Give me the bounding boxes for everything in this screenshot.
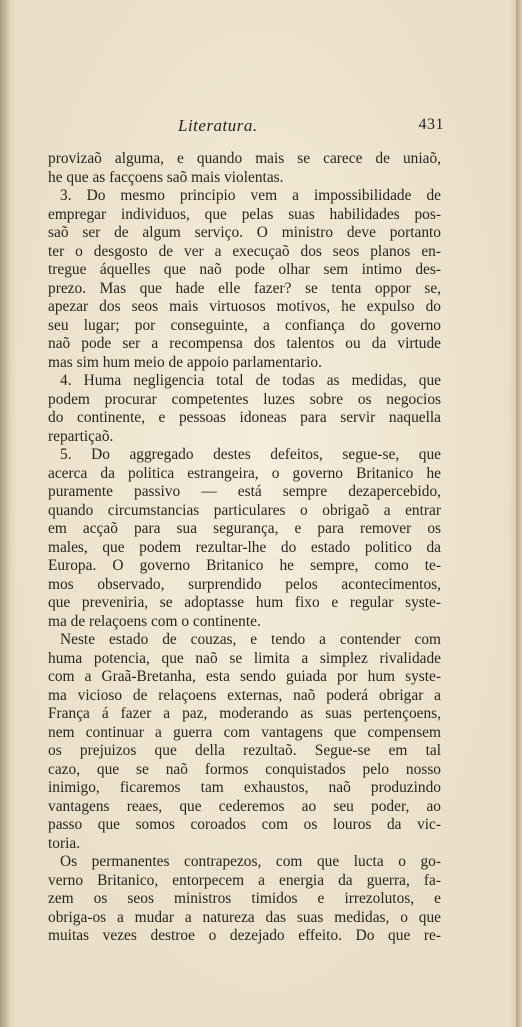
text-line: seu lugar; por conseguinte, a confiança do governo bbox=[48, 316, 441, 334]
text-line: puramente passivo — está sempre dezapercebido, bbox=[48, 483, 441, 500]
text-line: vantagens reaes, que cederemos ao seu poder, ao bbox=[48, 797, 441, 815]
text-line: ma de relaçoens com o continente. bbox=[48, 612, 261, 630]
text-line: França á fazer a paz, moderando as suas pertençoens, bbox=[48, 705, 441, 722]
text-line: 5. Do aggregado destes defeitos, segue-se, que bbox=[60, 446, 441, 463]
page-edge bbox=[516, 0, 522, 1027]
text-line: inimigo, ficaremos tam exhaustos, naõ produzindo bbox=[48, 779, 441, 796]
text-line: naõ pode ser a recompensa dos talentos ou da virtude bbox=[48, 335, 441, 352]
text-line: Neste estado de couzas, e tendo a contender com bbox=[60, 631, 441, 648]
text-line: mas sim hum meio de appoio parlamentario. bbox=[48, 353, 322, 371]
body-text bbox=[48, 150, 441, 946]
text-line: 3. Do mesmo principio vem a impossibilidade de bbox=[60, 187, 441, 204]
text-line: verno Britanico, entorpecem a energia da guerra, fa- bbox=[48, 871, 441, 889]
text-line: quando circumstancias particulares o obrigaõ a entrar bbox=[48, 501, 441, 519]
text-line: 4. Huma negligencia total de todas as medidas, que bbox=[60, 372, 441, 389]
running-title: Literatura. bbox=[178, 116, 258, 135]
text-line: zem os seos ministros timidos e irrezolutos, e bbox=[48, 890, 441, 907]
text-line: he que as facçoens saõ mais violentas. bbox=[48, 168, 284, 186]
text-line: ma vicioso de relaçoens externas, naõ poderá obrigar a bbox=[48, 686, 441, 704]
text-line: os prejuizos que della rezultaõ. Segue-se em tal bbox=[48, 742, 441, 759]
text-line: huma potencia, que naõ se limita a simplez rivalidade bbox=[48, 649, 441, 667]
text-line: provizaõ alguma, e quando mais se carece de uniaõ, bbox=[48, 150, 441, 167]
page-header bbox=[48, 116, 444, 138]
text-line: nem continuar a guerra com vantagens que compensem bbox=[48, 723, 441, 741]
text-line: repartiçaõ. bbox=[48, 427, 114, 445]
text-line: em acçaõ para sua segurança, e para remover os bbox=[48, 520, 441, 537]
text-line: muitas vezes destroe o dezejado effeito. Do que re- bbox=[48, 927, 441, 944]
text-line: prezo. Mas que hade elle fazer? se tenta oppor se, bbox=[48, 279, 441, 297]
text-line: saõ ser de algum serviço. O ministro deve portanto bbox=[48, 224, 441, 241]
page-fold-shadow bbox=[0, 0, 10, 1027]
text-line: que preveniria, se adoptasse hum fixo e regular syste- bbox=[48, 594, 441, 611]
text-line: mos observado, surprendido pelos acontecimentos, bbox=[48, 575, 441, 593]
text-line: obriga-os a mudar a natureza das suas medidas, o que bbox=[48, 908, 441, 926]
text-line: Os permanentes contrapezos, com que lucta o go- bbox=[60, 853, 441, 870]
text-line: cazo, que se naõ formos conquistados pelo nosso bbox=[48, 760, 441, 778]
text-line: ter o desgosto de ver a execuçaõ dos seos planos en- bbox=[48, 242, 441, 260]
text-line: Europa. O governo Britanico he sempre, como te- bbox=[48, 557, 441, 574]
text-line: passo que somos coroados com os louros da vic- bbox=[48, 816, 441, 833]
text-line: apezar dos seos mais virtuosos motivos, he expulso do bbox=[48, 298, 441, 315]
text-line: males, que podem rezultar-lhe do estado politico da bbox=[48, 538, 441, 556]
text-line: podem procurar competentes luzes sobre os negocios bbox=[48, 390, 441, 408]
text-line: toria. bbox=[48, 834, 81, 852]
text-line: do continente, e pessoas idoneas para servir naquella bbox=[48, 409, 441, 426]
text-line: empregar individuos, que pelas suas habilidades pos- bbox=[48, 205, 441, 223]
page-number: 431 bbox=[418, 116, 444, 133]
text-line: acerca da politica estrangeira, o governo Britanico he bbox=[48, 464, 441, 482]
text-line: com a Graã-Bretanha, esta sendo guiada por hum syste- bbox=[48, 668, 441, 685]
text-line: tregue áquelles que naõ pode olhar sem intimo des- bbox=[48, 261, 441, 278]
